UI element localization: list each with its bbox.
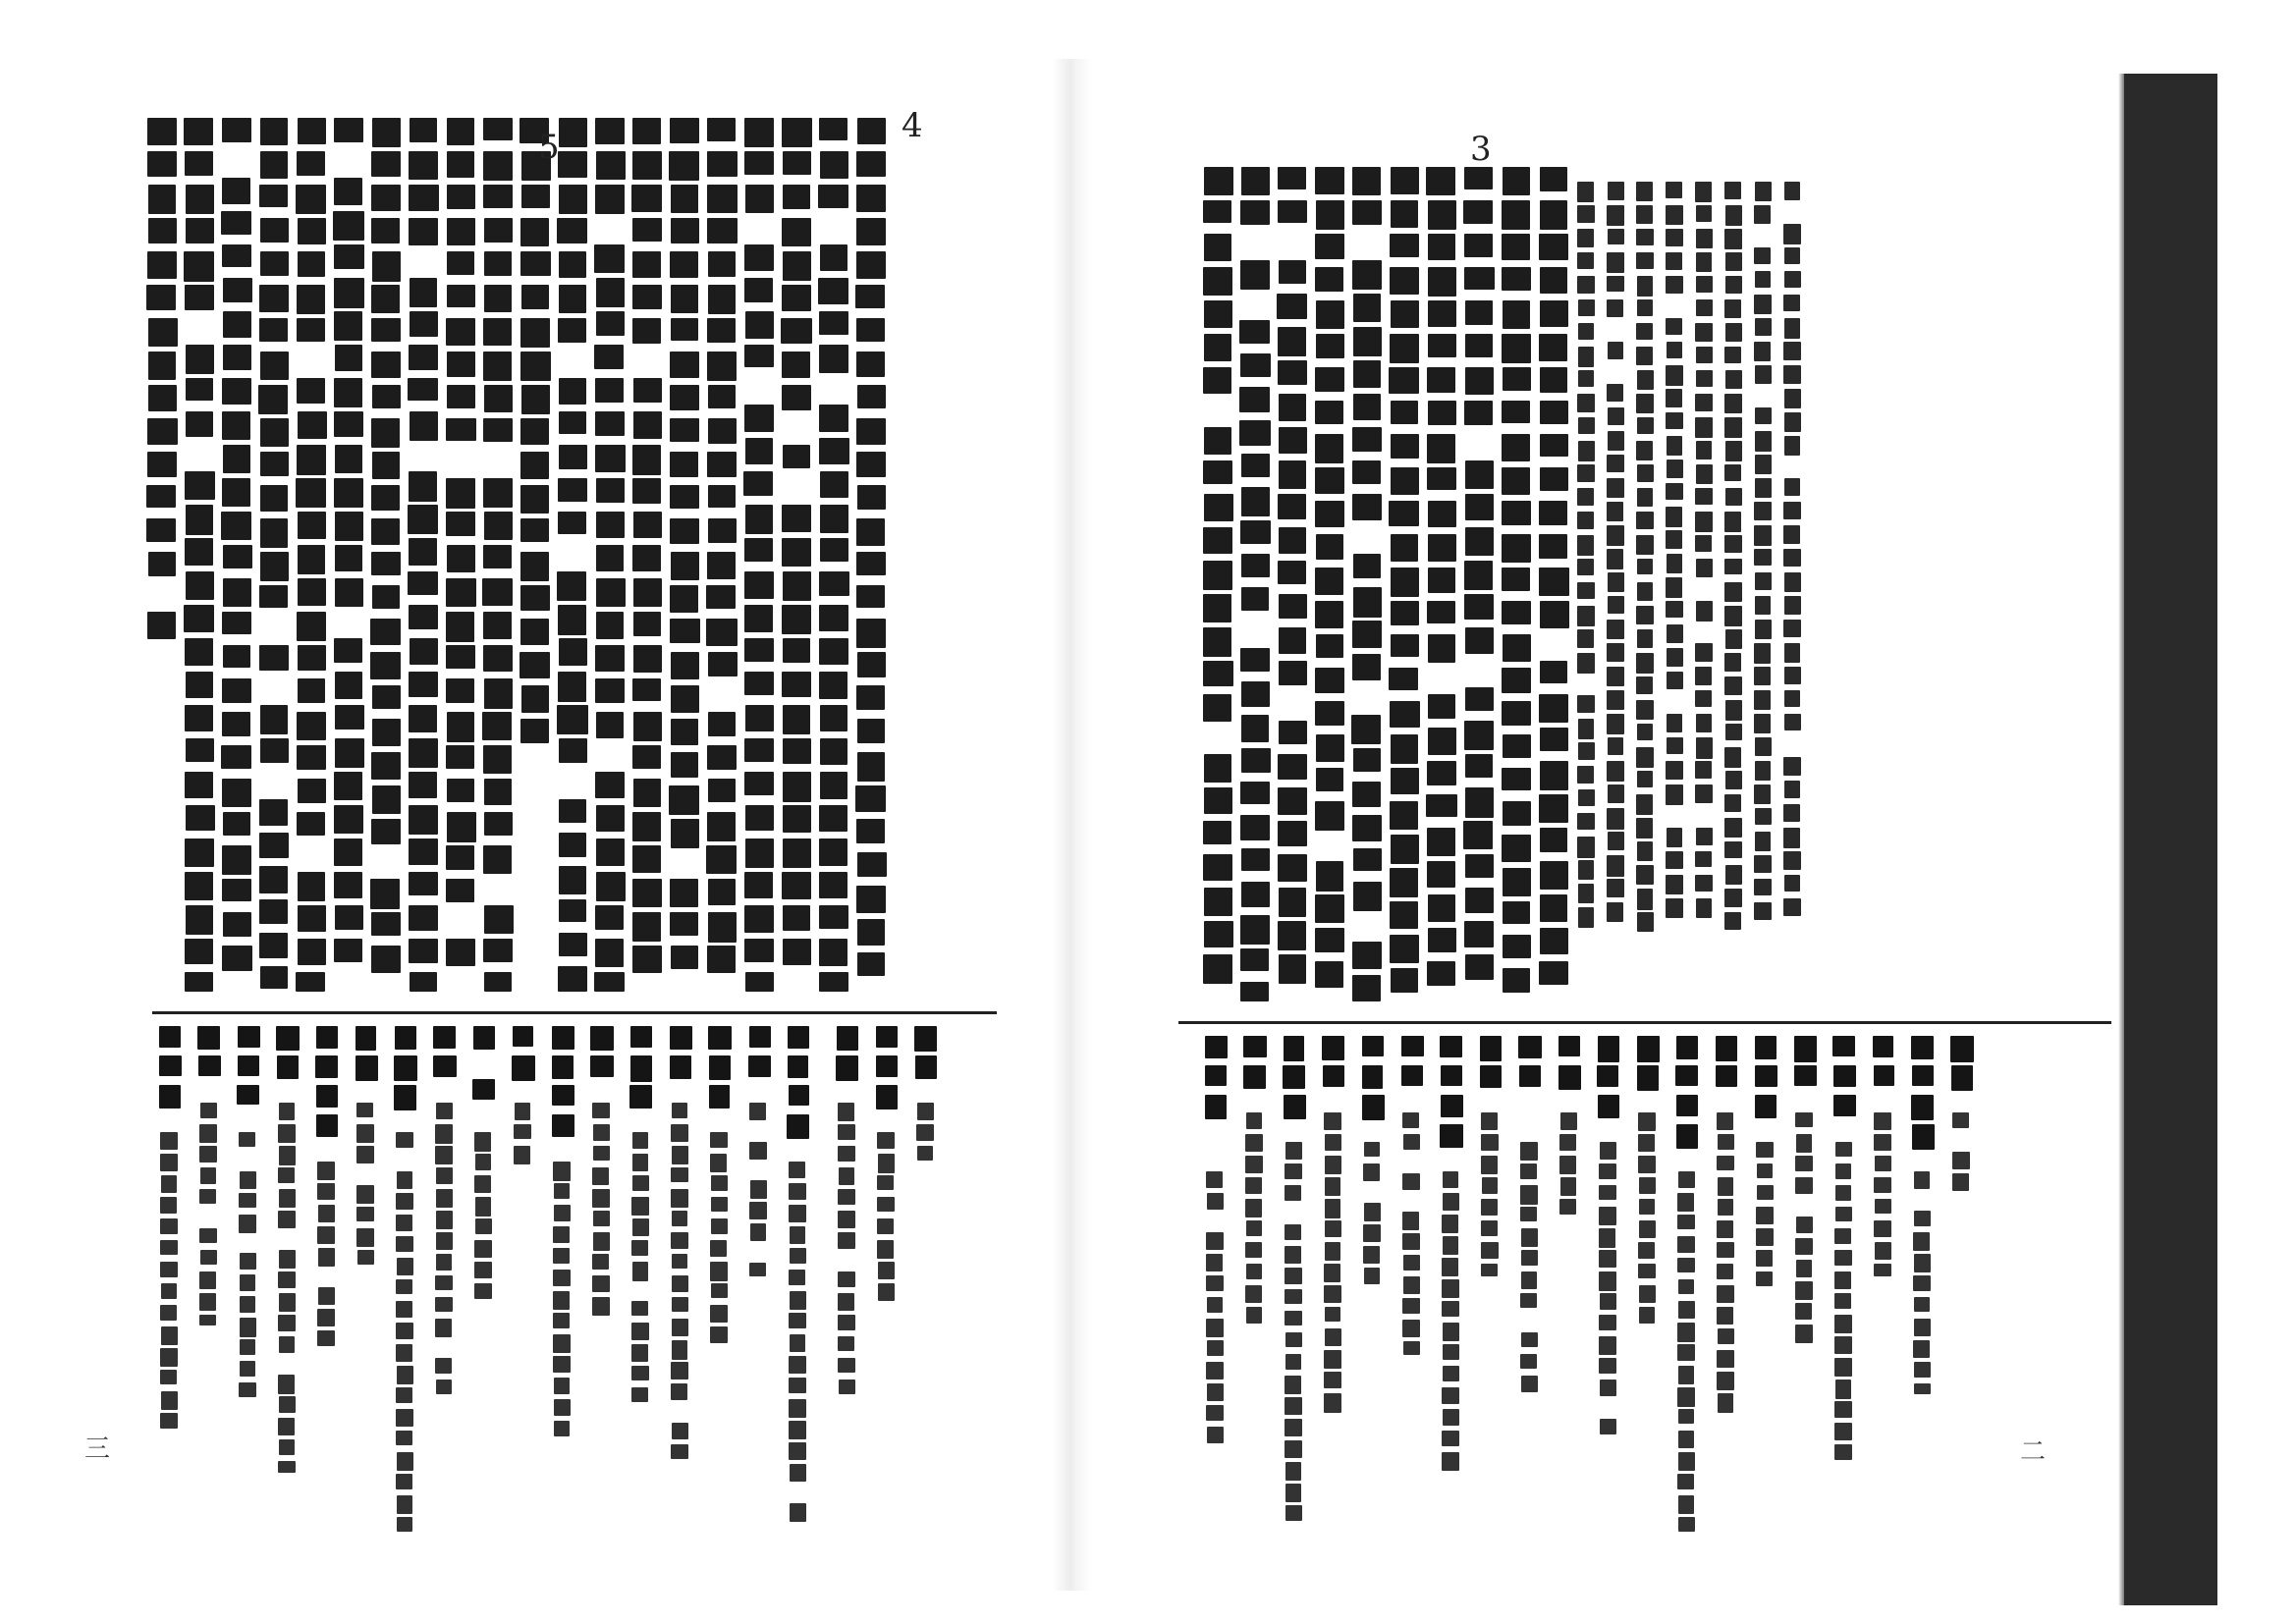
left-text-line bbox=[369, 118, 403, 992]
right-gloss-gloss bbox=[1716, 1112, 1735, 1414]
right-note-line bbox=[1665, 182, 1684, 933]
left-gloss-gloss bbox=[788, 1162, 807, 1532]
left-gloss-gloss bbox=[670, 1103, 689, 1473]
left-text-line bbox=[593, 118, 627, 992]
left-gloss-gloss bbox=[316, 1162, 336, 1355]
left-gloss-gloss bbox=[748, 1103, 768, 1276]
left-gloss-term bbox=[629, 1026, 654, 1114]
right-divider-rule bbox=[1178, 1021, 2111, 1024]
right-gloss-term bbox=[1674, 1036, 1700, 1154]
left-gloss-term bbox=[236, 1026, 261, 1114]
left-text-line bbox=[519, 118, 552, 766]
right-gloss-gloss bbox=[1676, 1171, 1696, 1532]
right-text-line bbox=[1425, 167, 1458, 1001]
left-gloss-gloss bbox=[513, 1103, 532, 1178]
right-gloss-term bbox=[1478, 1036, 1503, 1095]
left-text-line bbox=[444, 118, 477, 987]
left-gloss-term bbox=[314, 1026, 340, 1144]
right-note-line bbox=[1606, 182, 1625, 933]
left-gloss-term bbox=[835, 1026, 860, 1085]
right-note-line bbox=[1576, 182, 1596, 933]
right-text-line bbox=[1201, 167, 1234, 1001]
right-text-line bbox=[1276, 167, 1309, 1001]
right-gloss-gloss bbox=[1873, 1112, 1892, 1276]
right-text-line bbox=[1537, 167, 1570, 1001]
right-gloss-term bbox=[1831, 1036, 1857, 1124]
left-text-line bbox=[817, 118, 850, 992]
right-gloss-gloss bbox=[1833, 1142, 1853, 1473]
left-gloss-term bbox=[157, 1026, 183, 1114]
left-gloss-gloss bbox=[630, 1132, 650, 1414]
right-note-line bbox=[1694, 182, 1714, 933]
left-text-line bbox=[220, 118, 253, 992]
right-gloss-term bbox=[1439, 1036, 1464, 1154]
right-text-line bbox=[1238, 167, 1272, 1001]
left-text-line bbox=[780, 118, 813, 987]
right-gloss-gloss bbox=[1284, 1142, 1303, 1532]
right-note-line bbox=[1782, 182, 1802, 933]
left-gloss-term bbox=[354, 1026, 379, 1085]
left-text-line bbox=[145, 118, 179, 648]
section-number-5: 5 bbox=[538, 128, 560, 167]
right-gloss-gloss bbox=[1794, 1112, 1814, 1355]
left-gloss-gloss bbox=[837, 1103, 856, 1394]
right-gloss-gloss bbox=[1480, 1112, 1500, 1276]
right-text-line bbox=[1350, 167, 1384, 1001]
left-divider-rule bbox=[152, 1011, 997, 1014]
right-gloss-term bbox=[1557, 1036, 1582, 1095]
left-text-line bbox=[556, 118, 589, 992]
left-gloss-term bbox=[589, 1026, 615, 1085]
left-gloss-gloss bbox=[709, 1132, 729, 1355]
left-gloss-gloss bbox=[591, 1103, 611, 1325]
right-gloss-gloss bbox=[1323, 1112, 1342, 1414]
right-gloss-gloss bbox=[1519, 1142, 1539, 1394]
left-gloss-term bbox=[275, 1026, 301, 1085]
right-gloss-term bbox=[1321, 1036, 1346, 1095]
right-gloss-gloss bbox=[1637, 1112, 1657, 1325]
right-gloss-term bbox=[1282, 1036, 1307, 1124]
right-gloss-term bbox=[1203, 1036, 1229, 1154]
left-text-line bbox=[668, 118, 701, 992]
right-gloss-term bbox=[1242, 1036, 1268, 1095]
right-note-line bbox=[1753, 182, 1773, 933]
left-gloss-gloss bbox=[473, 1132, 493, 1306]
section-number-4: 4 bbox=[902, 106, 923, 145]
right-gloss-term bbox=[1949, 1036, 1975, 1095]
right-gloss-term bbox=[1753, 1036, 1778, 1124]
left-text-line bbox=[742, 118, 776, 992]
left-gloss-term bbox=[913, 1026, 939, 1085]
right-gloss-gloss bbox=[1401, 1112, 1421, 1355]
right-gloss-gloss bbox=[1205, 1171, 1225, 1443]
left-gloss-term bbox=[393, 1026, 418, 1114]
right-gloss-gloss bbox=[1362, 1142, 1382, 1296]
left-text-line bbox=[481, 118, 515, 992]
right-gloss-gloss bbox=[1598, 1142, 1617, 1443]
left-gloss-gloss bbox=[915, 1103, 935, 1178]
left-gloss-gloss bbox=[198, 1103, 218, 1325]
right-gloss-gloss bbox=[1244, 1112, 1264, 1325]
left-text-line bbox=[630, 118, 664, 982]
right-gloss-gloss bbox=[1441, 1171, 1460, 1473]
left-text-line bbox=[407, 118, 440, 992]
right-text-line bbox=[1388, 167, 1421, 1001]
right-gloss-term bbox=[1871, 1036, 1896, 1095]
left-gloss-term bbox=[432, 1026, 458, 1085]
right-gloss-term bbox=[1792, 1036, 1818, 1095]
right-gloss-gloss bbox=[1558, 1112, 1578, 1217]
left-text-line bbox=[332, 118, 365, 992]
left-gloss-term bbox=[550, 1026, 575, 1144]
left-gloss-term bbox=[196, 1026, 222, 1085]
left-gloss-term bbox=[874, 1026, 900, 1114]
right-gloss-gloss bbox=[1755, 1142, 1775, 1296]
right-text-line bbox=[1462, 167, 1496, 1001]
book-gutter bbox=[1053, 59, 1092, 1591]
right-gloss-term bbox=[1399, 1036, 1425, 1095]
right-gloss-term bbox=[1910, 1036, 1936, 1154]
right-note-line bbox=[1635, 182, 1655, 933]
left-gloss-gloss bbox=[159, 1132, 179, 1443]
scan-edge-bar bbox=[2124, 74, 2217, 1605]
left-gloss-term bbox=[511, 1026, 536, 1085]
page-number-left: 三 bbox=[84, 1434, 111, 1464]
left-gloss-term bbox=[746, 1026, 772, 1085]
right-text-line bbox=[1313, 167, 1346, 1001]
left-text-line bbox=[295, 118, 328, 992]
right-gloss-term bbox=[1635, 1036, 1661, 1095]
left-gloss-gloss bbox=[552, 1162, 572, 1443]
right-gloss-gloss bbox=[1951, 1112, 1971, 1217]
left-text-line bbox=[183, 118, 216, 992]
left-gloss-gloss bbox=[355, 1103, 375, 1276]
left-text-line bbox=[705, 118, 738, 992]
left-gloss-gloss bbox=[876, 1132, 896, 1306]
left-gloss-term bbox=[668, 1026, 693, 1085]
left-text-line bbox=[854, 118, 888, 992]
right-note-line bbox=[1723, 182, 1743, 933]
right-gloss-term bbox=[1714, 1036, 1739, 1095]
right-gloss-term bbox=[1517, 1036, 1543, 1124]
left-gloss-gloss bbox=[434, 1103, 454, 1394]
left-gloss-gloss bbox=[395, 1132, 414, 1532]
section-number-3: 3 bbox=[1470, 130, 1492, 169]
right-gloss-term bbox=[1596, 1036, 1621, 1124]
right-text-line bbox=[1500, 167, 1533, 1001]
right-gloss-gloss bbox=[1912, 1171, 1932, 1394]
left-gloss-term bbox=[786, 1026, 811, 1144]
left-text-line bbox=[257, 118, 291, 992]
page-number-right: 二 bbox=[2020, 1437, 2047, 1467]
left-gloss-gloss bbox=[238, 1132, 257, 1414]
left-gloss-term bbox=[471, 1026, 497, 1114]
left-gloss-term bbox=[707, 1026, 733, 1114]
left-page bbox=[0, 0, 1105, 1623]
right-gloss-term bbox=[1360, 1036, 1386, 1124]
left-gloss-gloss bbox=[277, 1103, 297, 1473]
